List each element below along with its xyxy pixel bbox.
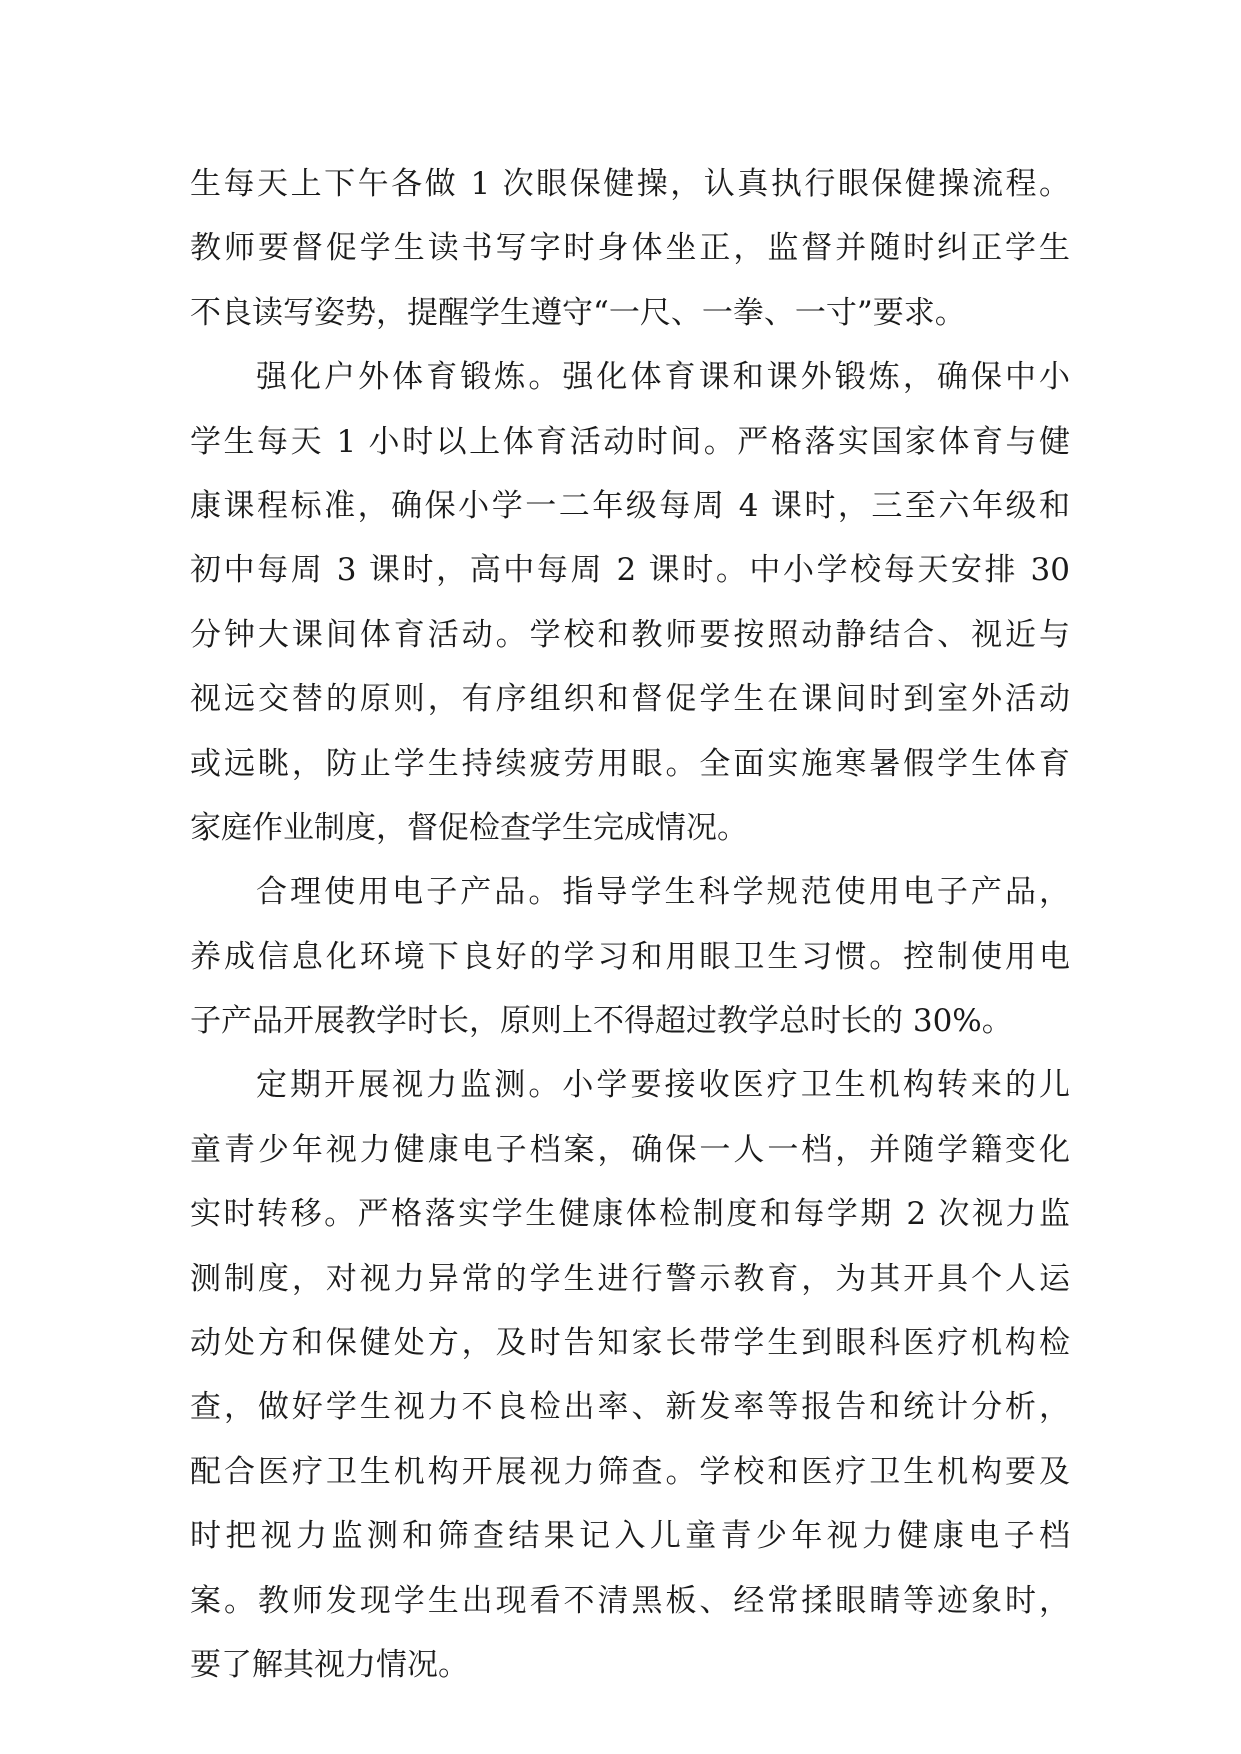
text-line: 不良读写姿势，提醒学生遵守“一尺、一拳、一寸”要求。 bbox=[190, 294, 966, 331]
text-line: 视远交替的原则，有序组织和督促学生在课间时到室外活动 bbox=[190, 681, 1070, 718]
text-line: 强化户外体育锻炼。强化体育课和课外锻炼，确保中小 bbox=[256, 359, 1070, 396]
text-line: 时把视力监测和筛查结果记入儿童青少年视力健康电子档 bbox=[190, 1518, 1070, 1555]
text-line: 养成信息化环境下良好的学习和用眼卫生习惯。控制使用电 bbox=[190, 938, 1070, 975]
text-line: 合理使用电子产品。指导学生科学规范使用电子产品， bbox=[256, 874, 1070, 911]
text-line: 分钟大课间体育活动。学校和教师要按照动静结合、视近与 bbox=[190, 616, 1070, 653]
text-line: 或远眺，防止学生持续疲劳用眼。全面实施寒暑假学生体育 bbox=[190, 745, 1070, 782]
text-line: 案。教师发现学生出现看不清黑板、经常揉眼睛等迹象时， bbox=[190, 1582, 1070, 1619]
body-text bbox=[190, 152, 1070, 1697]
text-line: 家庭作业制度，督促检查学生完成情况。 bbox=[190, 809, 748, 846]
text-line: 动处方和保健处方，及时告知家长带学生到眼科医疗机构检 bbox=[190, 1325, 1070, 1362]
text-line: 童青少年视力健康电子档案，确保一人一档，并随学籍变化 bbox=[190, 1131, 1070, 1168]
text-line: 子产品开展教学时长，原则上不得超过教学总时长的 30%。 bbox=[190, 1003, 1013, 1040]
text-line: 生每天上下午各做 1 次眼保健操，认真执行眼保健操流程。 bbox=[190, 166, 1070, 202]
text-line: 实时转移。严格落实学生健康体检制度和每学期 2 次视力监 bbox=[190, 1196, 1070, 1233]
text-line: 定期开展视力监测。小学要接收医疗卫生机构转来的儿 bbox=[256, 1067, 1070, 1104]
text-line: 测制度，对视力异常的学生进行警示教育，为其开具个人运 bbox=[190, 1260, 1070, 1297]
text-line: 要了解其视力情况。 bbox=[190, 1646, 469, 1683]
text-line: 康课程标准，确保小学一二年级每周 4 课时，三至六年级和 bbox=[190, 487, 1070, 524]
text-line: 学生每天 1 小时以上体育活动时间。严格落实国家体育与健 bbox=[190, 423, 1070, 460]
text-line: 查，做好学生视力不良检出率、新发率等报告和统计分析， bbox=[190, 1389, 1070, 1426]
text-line: 教师要督促学生读书写字时身体坐正，监督并随时纠正学生 bbox=[190, 230, 1070, 267]
text-line: 初中每周 3 课时，高中每周 2 课时。中小学校每天安排 30 bbox=[190, 552, 1070, 589]
text-line: 配合医疗卫生机构开展视力筛查。学校和医疗卫生机构要及 bbox=[190, 1453, 1070, 1490]
